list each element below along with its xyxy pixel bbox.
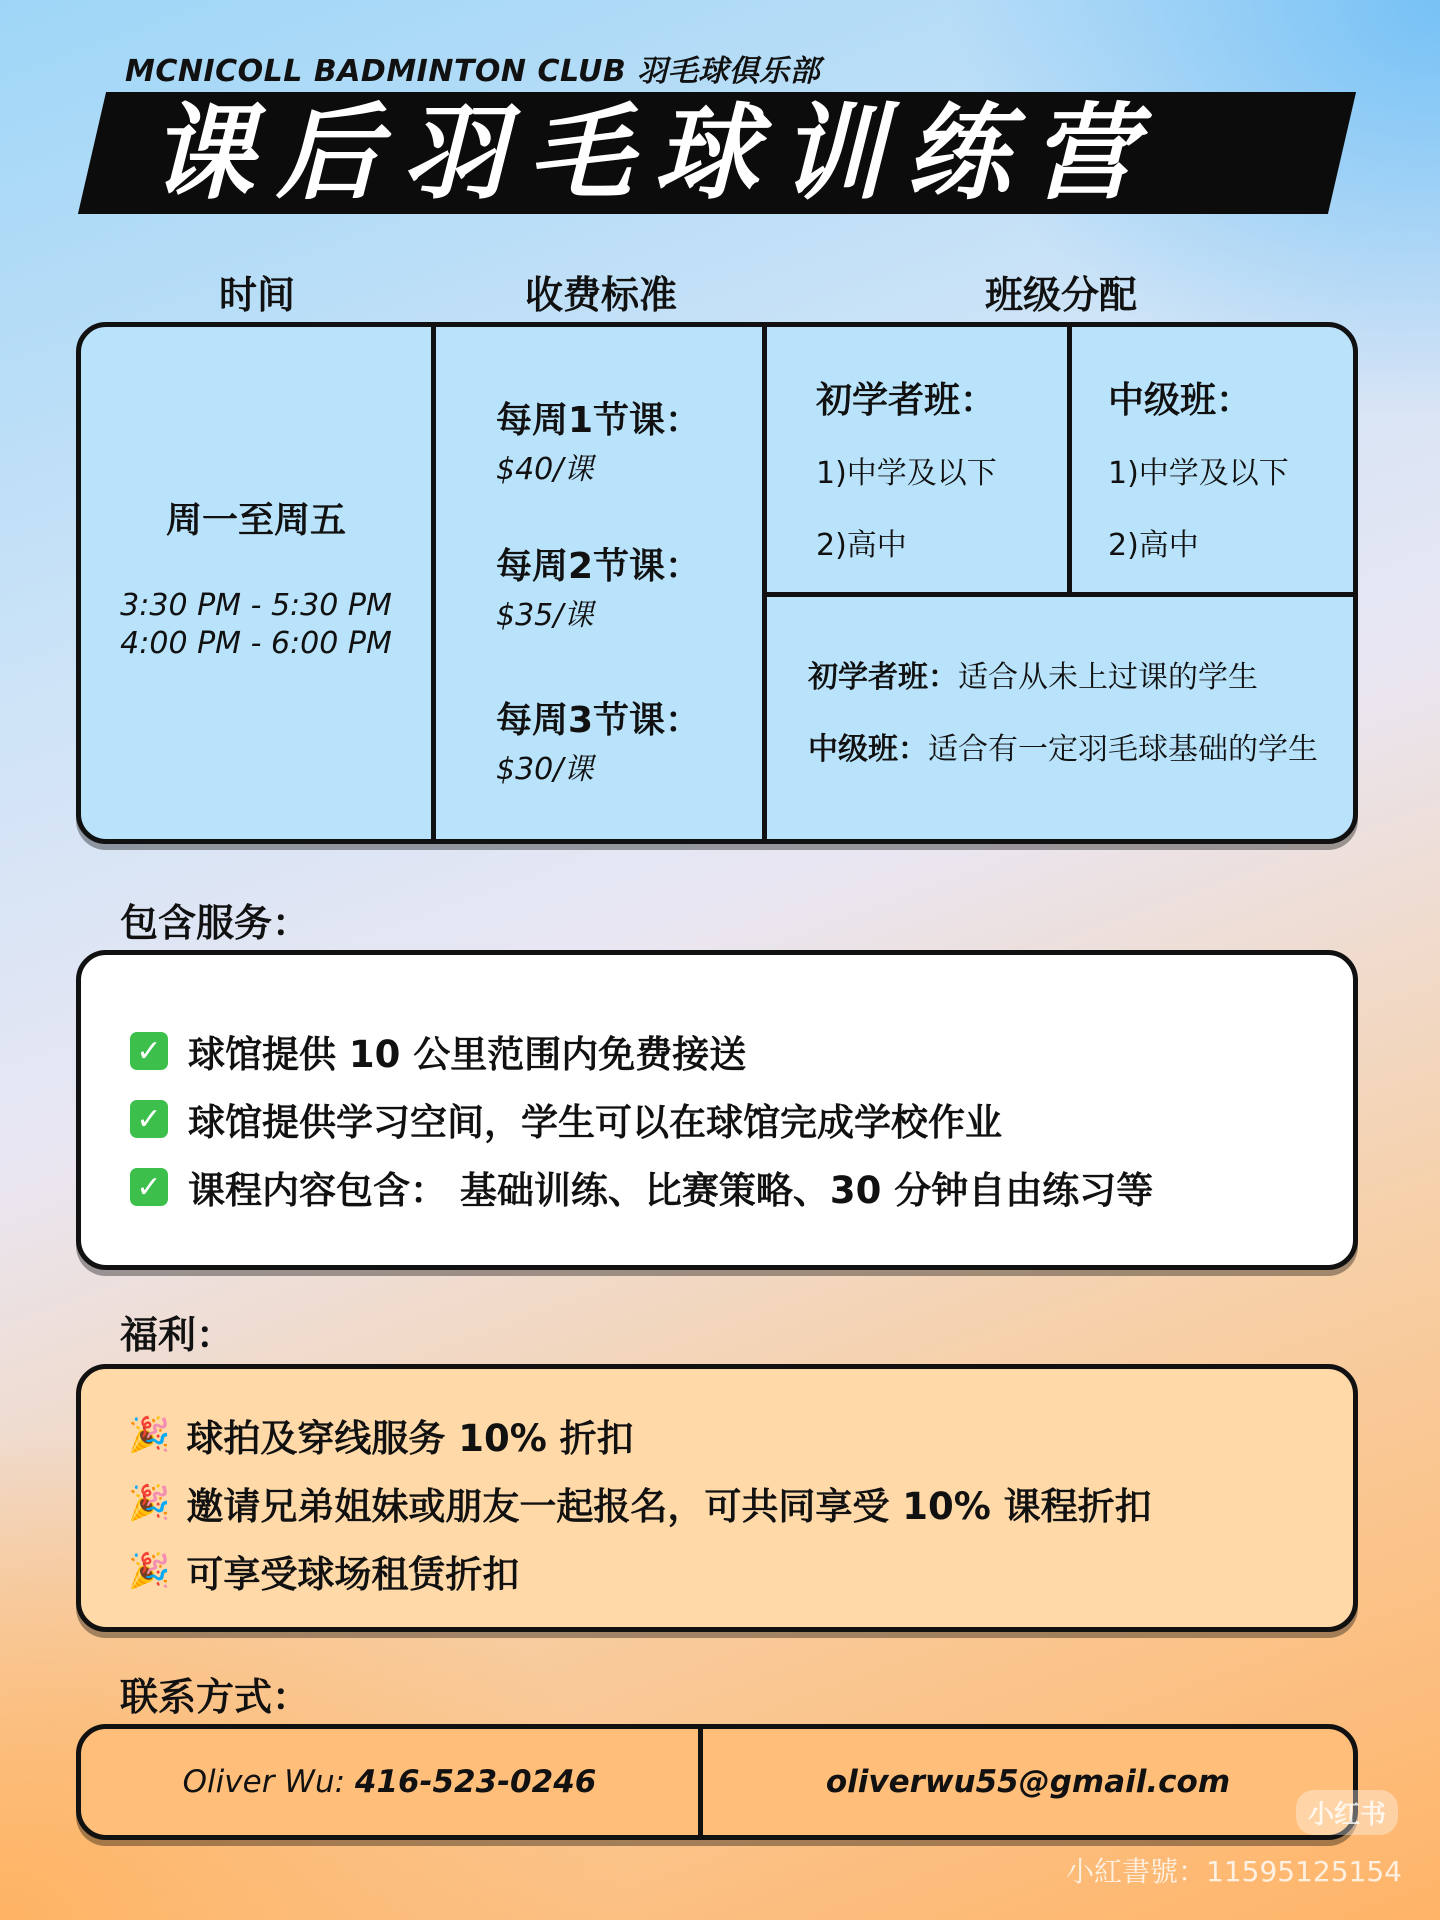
column-header-time: 时间 xyxy=(218,273,295,317)
fee-label: 每周3节课： xyxy=(496,700,702,741)
table-divider xyxy=(1067,326,1072,594)
fee-label: 每周2节课： xyxy=(496,546,702,587)
class-note-text: 适合有一定羽毛球基础的学生 xyxy=(928,732,1318,767)
service-text: 球馆提供学习空间，学生可以在球馆完成学校作业 xyxy=(188,1101,1002,1144)
class-note xyxy=(808,724,1318,768)
list-item xyxy=(130,1160,1153,1214)
list-item xyxy=(130,1024,746,1078)
watermark-logo: 小红书 xyxy=(1296,1790,1398,1835)
checkmark-icon: ✓ xyxy=(130,1100,168,1138)
fee-price: $40/课 xyxy=(496,452,594,487)
list-item xyxy=(128,1476,1152,1530)
contact-heading: 联系方式： xyxy=(120,1675,311,1719)
time-days: 周一至周五 xyxy=(165,500,346,541)
beginner-class-item: 1)中学及以下 xyxy=(816,456,997,491)
intermediate-class-item: 2)高中 xyxy=(1108,528,1199,563)
time-slot: 3:30 PM - 5:30 PM xyxy=(120,588,392,623)
class-note-label: 初学者班： xyxy=(808,660,958,695)
fee-price: $35/课 xyxy=(496,598,594,633)
list-item xyxy=(128,1408,634,1462)
checkmark-icon: ✓ xyxy=(130,1032,168,1070)
beginner-class-title: 初学者班： xyxy=(816,380,997,421)
list-item xyxy=(128,1544,519,1598)
checkmark-icon: ✓ xyxy=(130,1168,168,1206)
party-popper-icon: 🎉 xyxy=(128,1483,171,1523)
time-slot: 4:00 PM - 6:00 PM xyxy=(120,626,392,661)
benefit-text: 可享受球场租赁折扣 xyxy=(186,1553,520,1596)
fee-label: 每周1节课： xyxy=(496,400,702,441)
services-heading: 包含服务： xyxy=(120,901,311,945)
class-note xyxy=(808,652,1258,696)
club-name: MCNICOLL BADMINTON CLUB 羽毛球俱乐部 xyxy=(125,54,821,89)
list-item xyxy=(130,1092,1002,1146)
service-text: 课程内容包含： 基础训练、比赛策略、30 分钟自由练习等 xyxy=(188,1169,1154,1212)
watermark-id: 小紅書號：11595125154 xyxy=(1066,1855,1402,1888)
table-divider xyxy=(762,326,767,840)
column-header-fees: 收费标准 xyxy=(524,273,677,317)
email-address[interactable]: oliverwu55@gmail.com xyxy=(825,1764,1231,1800)
party-popper-icon: 🎉 xyxy=(128,1415,171,1455)
table-divider xyxy=(764,592,1354,597)
contact-phone xyxy=(81,1764,698,1800)
intermediate-class-title: 中级班： xyxy=(1108,380,1253,421)
column-header-classes: 班级分配 xyxy=(984,273,1137,317)
benefits-heading: 福利： xyxy=(120,1313,235,1357)
page-title: 课后羽毛球训练营 xyxy=(150,92,1159,214)
service-text: 球馆提供 10 公里范围内免费接送 xyxy=(188,1033,747,1076)
beginner-class-item: 2)高中 xyxy=(816,528,907,563)
benefit-text: 球拍及穿线服务 10% 折扣 xyxy=(186,1417,634,1460)
class-note-text: 适合从未上过课的学生 xyxy=(958,660,1258,695)
contact-name: Oliver Wu: xyxy=(182,1764,346,1800)
fee-price: $30/课 xyxy=(496,752,594,787)
party-popper-icon: 🎉 xyxy=(128,1551,171,1591)
class-note-label: 中级班： xyxy=(808,732,928,767)
intermediate-class-item: 1)中学及以下 xyxy=(1108,456,1289,491)
benefit-text: 邀请兄弟姐妹或朋友一起报名，可共同享受 10% 课程折扣 xyxy=(186,1485,1152,1528)
phone-number[interactable]: 416-523-0246 xyxy=(354,1764,597,1800)
table-divider xyxy=(431,326,436,840)
